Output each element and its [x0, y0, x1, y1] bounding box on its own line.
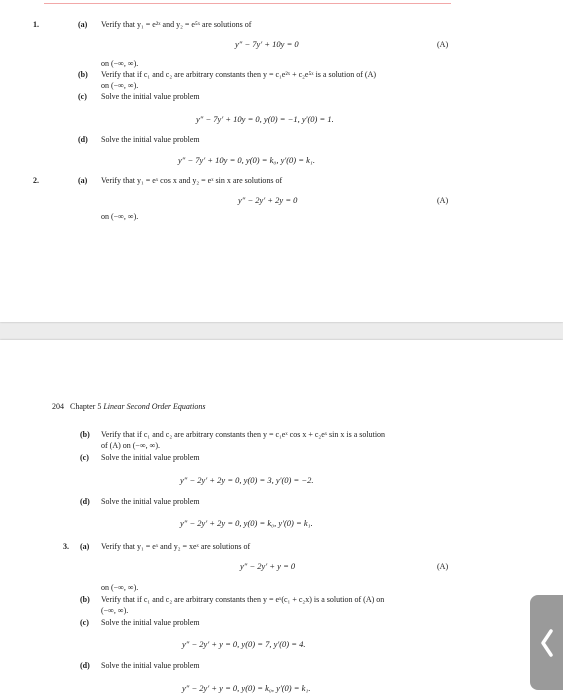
problem-1d-text: Solve the initial value problem — [101, 135, 200, 144]
page-2 — [0, 340, 563, 700]
problem-1a-text: Verify that y₁ = e²ˣ and y₂ = e⁵ˣ are solutions of — [101, 20, 252, 29]
problem-1c-label: (c) — [78, 92, 87, 101]
problem-1c-equation: y″ − 7y′ + 10y = 0, y(0) = −1, y′(0) = 1. — [196, 114, 334, 124]
page-top-rule — [44, 3, 451, 4]
problem-3a-label: (a) — [80, 542, 90, 551]
problem-2d-text: Solve the initial value problem — [101, 497, 200, 506]
problem-1d-label: (d) — [78, 135, 88, 144]
problem-2a-label: (a) — [78, 176, 88, 185]
equation-tag-a: (A) — [437, 40, 449, 49]
problem-1a-label: (a) — [78, 20, 88, 29]
problem-1b-text: Verify that if c₁ and c₂ are arbitrary constants then y = c₁e²ˣ + c₂e⁵ˣ is a solution of (A) — [101, 70, 377, 79]
problem-2a-domain: on (−∞, ∞). — [101, 212, 139, 221]
problem-2a-text: Verify that y₁ = eˣ cos x and y₂ = eˣ sin x are solutions of — [101, 176, 283, 185]
problem-1b-text-cont: on (−∞, ∞). — [101, 81, 139, 90]
problem-1a-domain: on (−∞, ∞). — [101, 59, 139, 68]
header-chapter: Chapter 5 — [70, 402, 102, 411]
problem-1a-equation: y″ − 7y′ + 10y = 0 — [235, 39, 299, 49]
problem-2-number: 2. — [33, 176, 39, 185]
problem-3c-equation: y″ − 2y′ + y = 0, y(0) = 7, y′(0) = 4. — [182, 639, 306, 649]
problem-3b-label: (b) — [80, 595, 90, 604]
problem-3c-label: (c) — [80, 618, 89, 627]
problem-3b-text-cont: (−∞, ∞). — [101, 606, 129, 615]
chevron-left-icon — [539, 628, 555, 658]
problem-1d-equation: y″ − 7y′ + 10y = 0, y(0) = k₀, y′(0) = k₁. — [178, 155, 315, 165]
problem-3b-text: Verify that if c₁ and c₂ are arbitrary constants then y = eˣ(c₁ + c₂x) is a solution of (A) on — [101, 595, 385, 604]
problem-1b-label: (b) — [78, 70, 88, 79]
problem-2d-label: (d) — [80, 497, 90, 506]
problem-1c-text: Solve the initial value problem — [101, 92, 200, 101]
problem-2b-text: Verify that if c₁ and c₂ are arbitrary constants then y = c₁eˣ cos x + c₂eˣ sin x is a solution — [101, 430, 386, 439]
header-page-number: 204 — [52, 402, 64, 411]
equation-tag-a-2: (A) — [437, 196, 449, 205]
problem-2b-text-cont: of (A) on (−∞, ∞). — [101, 441, 161, 450]
problem-2c-equation: y″ − 2y′ + 2y = 0, y(0) = 3, y′(0) = −2. — [180, 475, 314, 485]
problem-2b-label: (b) — [80, 430, 90, 439]
problem-3a-text: Verify that y₁ = eˣ and y₂ = xeˣ are solutions of — [101, 542, 251, 551]
problem-3a-domain: on (−∞, ∞). — [101, 583, 139, 592]
equation-tag-a-3: (A) — [437, 562, 449, 571]
page-1 — [0, 0, 563, 322]
header-title: Linear Second Order Equations — [103, 402, 206, 411]
problem-3d-equation: y″ − 2y′ + y = 0, y(0) = k₀, y′(0) = k₁. — [182, 683, 311, 693]
problem-2c-text: Solve the initial value problem — [101, 453, 200, 462]
side-panel-handle[interactable] — [530, 595, 563, 690]
problem-3c-text: Solve the initial value problem — [101, 618, 200, 627]
problem-2a-equation: y″ − 2y′ + 2y = 0 — [238, 195, 298, 205]
problem-3-number: 3. — [63, 542, 69, 551]
problem-3d-label: (d) — [80, 661, 90, 670]
problem-2d-equation: y″ − 2y′ + 2y = 0, y(0) = k₀, y′(0) = k₁. — [180, 518, 313, 528]
running-header — [52, 402, 205, 412]
problem-1-number: 1. — [33, 20, 39, 29]
problem-3a-equation: y″ − 2y′ + y = 0 — [240, 561, 296, 571]
problem-2c-label: (c) — [80, 453, 89, 462]
problem-3d-text: Solve the initial value problem — [101, 661, 200, 670]
